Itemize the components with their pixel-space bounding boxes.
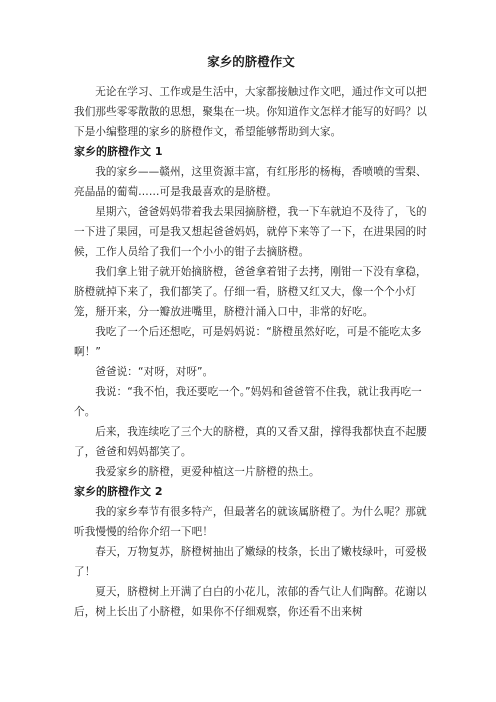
section-2-paragraph: 春天，万物复苏，脐橙树抽出了嫩绿的枝条，长出了嫩枝绿叶，可爱极了！ bbox=[74, 546, 427, 578]
section-2-heading: 家乡的脐橙作文 2 bbox=[74, 485, 163, 498]
document-title: 家乡的脐橙作文 bbox=[207, 54, 295, 69]
section-1-paragraph: 我说：“我不怕，我还要吃一个。”妈妈和爸爸管不住我，就让我再吃一个。 bbox=[74, 386, 422, 418]
section-2-paragraph: 我的家乡奉节有很多特产，但最著名的就该属脐橙了。为什么呢？那就听我慢慢的给你介绍一下吧！ bbox=[74, 506, 427, 538]
section-1-heading: 家乡的脐橙作文 1 bbox=[74, 145, 163, 158]
section-1-paragraph: 我爱家乡的脐橙，更爱种植这一片脐橙的热土。 bbox=[95, 466, 320, 478]
intro-paragraph: 无论在学习、工作或是生活中，大家都接触过作文吧，通过作文可以把我们那些零零散散的思想，聚集在一块。你知道作文怎样才能写的好吗？以下是小编整理的家乡的脐橙作文，希望能够帮助到大家。 bbox=[74, 86, 427, 138]
section-1-paragraph: 我的家乡——赣州，这里资源丰富，有红彤彤的杨梅，香喷喷的雪梨、亮晶晶的葡萄……可是我最喜欢的是脐橙。 bbox=[74, 166, 427, 198]
section-1-paragraph: 爸爸说：“对呀，对呀”。 bbox=[95, 366, 214, 378]
section-1-paragraph: 我吃了一个后还想吃，可是妈妈说：“脐橙虽然好吃，可是不能吃太多啊！” bbox=[74, 326, 422, 358]
section-1-paragraph: 我们拿上钳子就开始摘脐橙，爸爸拿着钳子去拷，刚钳一下没有拿稳，脐橙就掉下来了，我们都笑了。仔细一看，脐橙又红又大，像一个个小灯笼，掰开来，分一瓣放进嘴里，脐橙汁涌入口中，非常的好吃。 bbox=[74, 266, 427, 318]
section-2-paragraph: 夏天，脐橙树上开满了白白的小花儿，浓郁的香气让人们陶醉。花谢以后，树上长出了小脐橙，如果你不仔细观察，你还看不出来树 bbox=[74, 586, 427, 618]
section-1-paragraph: 后来，我连续吃了三个大的脐橙，真的又香又甜，撑得我都快直不起腰了，爸爸和妈妈都笑了。 bbox=[74, 426, 427, 458]
document-page bbox=[74, 52, 428, 622]
section-1-paragraph: 星期六，爸爸妈妈带着我去果园摘脐橙，我一下车就迫不及待了，飞的一下进了果园，可是我又想起爸爸妈妈，就停下来等了一下，在进果园的时候，工作人员给了我们一个小小的钳子去摘脐橙。 bbox=[74, 206, 427, 258]
